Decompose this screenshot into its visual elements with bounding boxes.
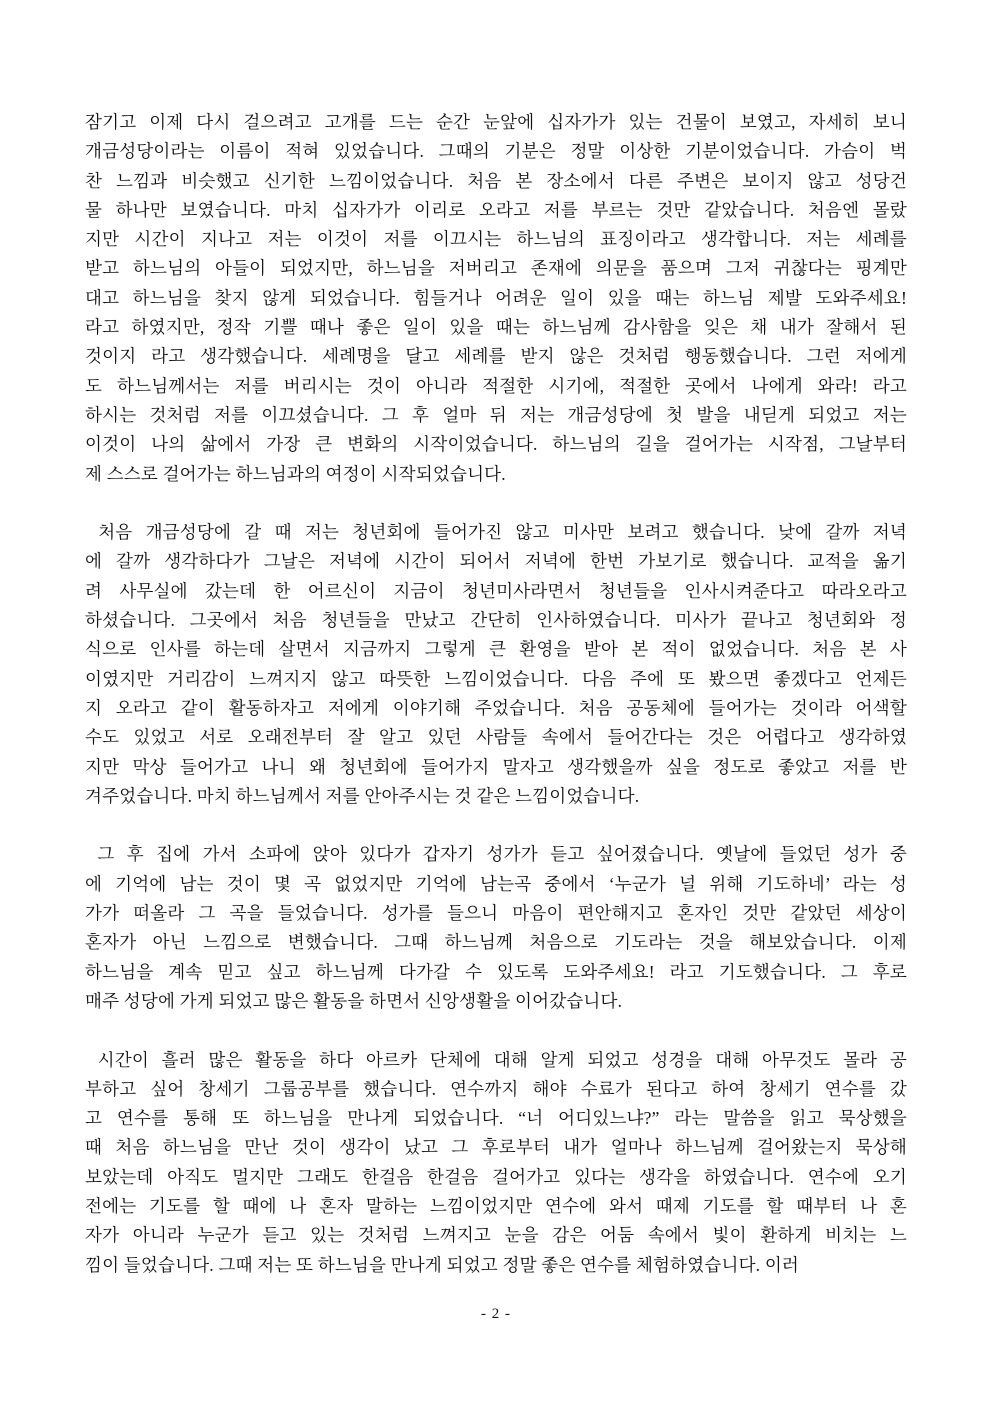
text-line: 것이지 라고 생각했습니다. 세례명을 달고 세례를 받지 않은 것처럼 행동했습니다. 그런 저에게 [85, 346, 907, 367]
document-body [85, 108, 907, 1309]
text-line: 낌이 들었습니다. 그때 저는 또 하느님을 만나게 되었고 정말 좋은 연수를 체험하였습니다. 이러 [85, 1254, 800, 1275]
text-line: 전에는 기도를 할 때에 나 혼자 말하는 느낌이었지만 연수에 와서 때제 기도를 할 때부터 나 혼 [85, 1195, 907, 1216]
text-line: 매주 성당에 가게 되었고 많은 활동을 하면서 신앙생활을 이어갔습니다. [85, 990, 623, 1011]
text-line: 고 연수를 통해 또 하느님을 만나게 되었습니다. “너 어디있느냐?” 라는 말씀을 읽고 묵상했을 [85, 1108, 907, 1129]
text-line: 하셨습니다. 그곳에서 처음 청년들을 만났고 간단히 인사하였습니다. 미사가 끝나고 청년회와 정 [85, 610, 907, 631]
text-line: 그 후 집에 가서 소파에 앉아 있다가 갑자기 성가가 듣고 싶어졌습니다. 옛날에 들었던 성가 중 [85, 844, 907, 865]
paragraph [85, 840, 907, 1016]
text-line: 개금성당이라는 이름이 적혀 있었습니다. 그때의 기분은 정말 이상한 기분이었습니다. 가슴이 벅 [85, 141, 907, 162]
text-line: 에 기억에 남는 것이 몇 곡 없었지만 기억에 남는곡 중에서 ‘누군가 널 위해 기도하네’ 라는 성 [85, 873, 907, 894]
text-line: 도 하느님께서는 저를 버리시는 것이 아니라 적절한 시기에, 적절한 곳에서 나에게 와라! 라고 [85, 375, 907, 396]
paragraph [85, 1046, 907, 1280]
text-line: 지만 막상 들어가고 나니 왜 청년회에 들어가지 말자고 생각했을까 싶을 정도로 좋았고 저를 반 [85, 756, 907, 777]
text-line: 처음 개금성당에 갈 때 저는 청년회에 들어가진 않고 미사만 보려고 했습니다. 낮에 갈까 저녁 [85, 522, 907, 543]
text-line: 부하고 싶어 창세기 그룹공부를 했습니다. 연수까지 해야 수료가 된다고 하여 창세기 연수를 갔 [85, 1078, 907, 1099]
text-line: 려 사무실에 갔는데 한 어르신이 지금이 청년미사라면서 청년들을 인사시켜준다고 따라오라고 [85, 580, 907, 601]
paragraph [85, 108, 907, 489]
text-line: 에 갈까 생각하다가 그날은 저녁에 시간이 되어서 저녁에 한번 가보기로 했습니다. 교적을 옮기 [85, 551, 907, 572]
text-line: 지 오라고 같이 활동하자고 저에게 이야기해 주었습니다. 처음 공동체에 들어가는 것이라 어색할 [85, 697, 907, 718]
text-line: 가가 떠올라 그 곡을 들었습니다. 성가를 들으니 마음이 편안해지고 혼자인 것만 같았던 세상이 [85, 903, 907, 924]
text-line: 수도 있었고 서로 오래전부터 잘 알고 있던 사람들 속에서 들어간다는 것은 어렵다고 생각하였 [85, 727, 907, 748]
text-line: 시간이 흘러 많은 활동을 하다 아르카 단체에 대해 알게 되었고 성경을 대해 아무것도 몰라 공 [85, 1049, 907, 1070]
text-line: 자가 아니라 누군가 듣고 있는 것처럼 느껴지고 눈을 감은 어둠 속에서 빛이 환하게 비치는 느 [85, 1225, 907, 1246]
text-line: 이였지만 거리감이 느껴지지 않고 따뜻한 느낌이었습니다. 다음 주에 또 봤으면 좋겠다고 언제든 [85, 668, 907, 689]
text-line: 하느님을 계속 믿고 싶고 하느님께 다가갈 수 있도록 도와주세요! 라고 기도했습니다. 그 후로 [85, 961, 907, 982]
text-line: 식으로 인사를 하는데 살면서 지금까지 그렇게 큰 환영을 받아 본 적이 없었습니다. 처음 본 사 [85, 639, 907, 660]
text-line: 보았는데 아직도 멀지만 그래도 한걸음 한걸음 걸어가고 있다는 생각을 하였습니다. 연수에 오기 [85, 1166, 907, 1187]
text-line: 대고 하느님을 찾지 않게 되었습니다. 힘들거나 어려운 일이 있을 때는 하느님 제발 도와주세요! [85, 287, 907, 308]
text-line: 이것이 나의 삶에서 가장 큰 변화의 시작이었습니다. 하느님의 길을 걸어가는 시작점, 그날부터 [85, 434, 907, 455]
text-line: 겨주었습니다. 마치 하느님께서 저를 안아주시는 것 같은 느낌이었습니다. [85, 785, 640, 806]
page-number: - 2 - [481, 1306, 511, 1322]
text-line: 찬 느낌과 비슷했고 신기한 느낌이었습니다. 처음 본 장소에서 다른 주변은 보이지 않고 성당건 [85, 170, 907, 191]
text-line: 때 처음 하느님을 만난 것이 생각이 났고 그 후로부터 내가 얼마나 하느님께 걸어왔는지 묵상해 [85, 1137, 907, 1158]
paragraph [85, 518, 907, 811]
text-line: 잠기고 이제 다시 걸으려고 고개를 드는 순간 눈앞에 십자가가 있는 건물이 보였고, 자세히 보니 [85, 112, 907, 132]
text-line: 혼자가 아닌 느낌으로 변했습니다. 그때 하느님께 처음으로 기도라는 것을 해보았습니다. 이제 [85, 932, 907, 953]
text-line: 지만 시간이 지나고 저는 이것이 저를 이끄시는 하느님의 표징이라고 생각합니다. 저는 세례를 [85, 229, 907, 250]
text-line: 하시는 것처럼 저를 이끄셨습니다. 그 후 얼마 뒤 저는 개금성당에 첫 발을 내딛게 되었고 저는 [85, 404, 907, 425]
text-line: 받고 하느님의 아들이 되었지만, 하느님을 저버리고 존재에 의문을 품으며 그저 귀찮다는 핑계만 [85, 258, 907, 279]
text-line: 물 하나만 보였습니다. 마치 십자가가 이리로 오라고 저를 부르는 것만 같았습니다. 처음엔 몰랐 [85, 199, 907, 220]
text-line: 라고 하였지만, 정작 기쁠 때나 좋은 일이 있을 때는 하느님께 감사함을 잊은 채 내가 잘해서 된 [85, 317, 907, 338]
text-line: 제 스스로 걸어가는 하느님과의 여정이 시작되었습니다. [85, 463, 506, 484]
